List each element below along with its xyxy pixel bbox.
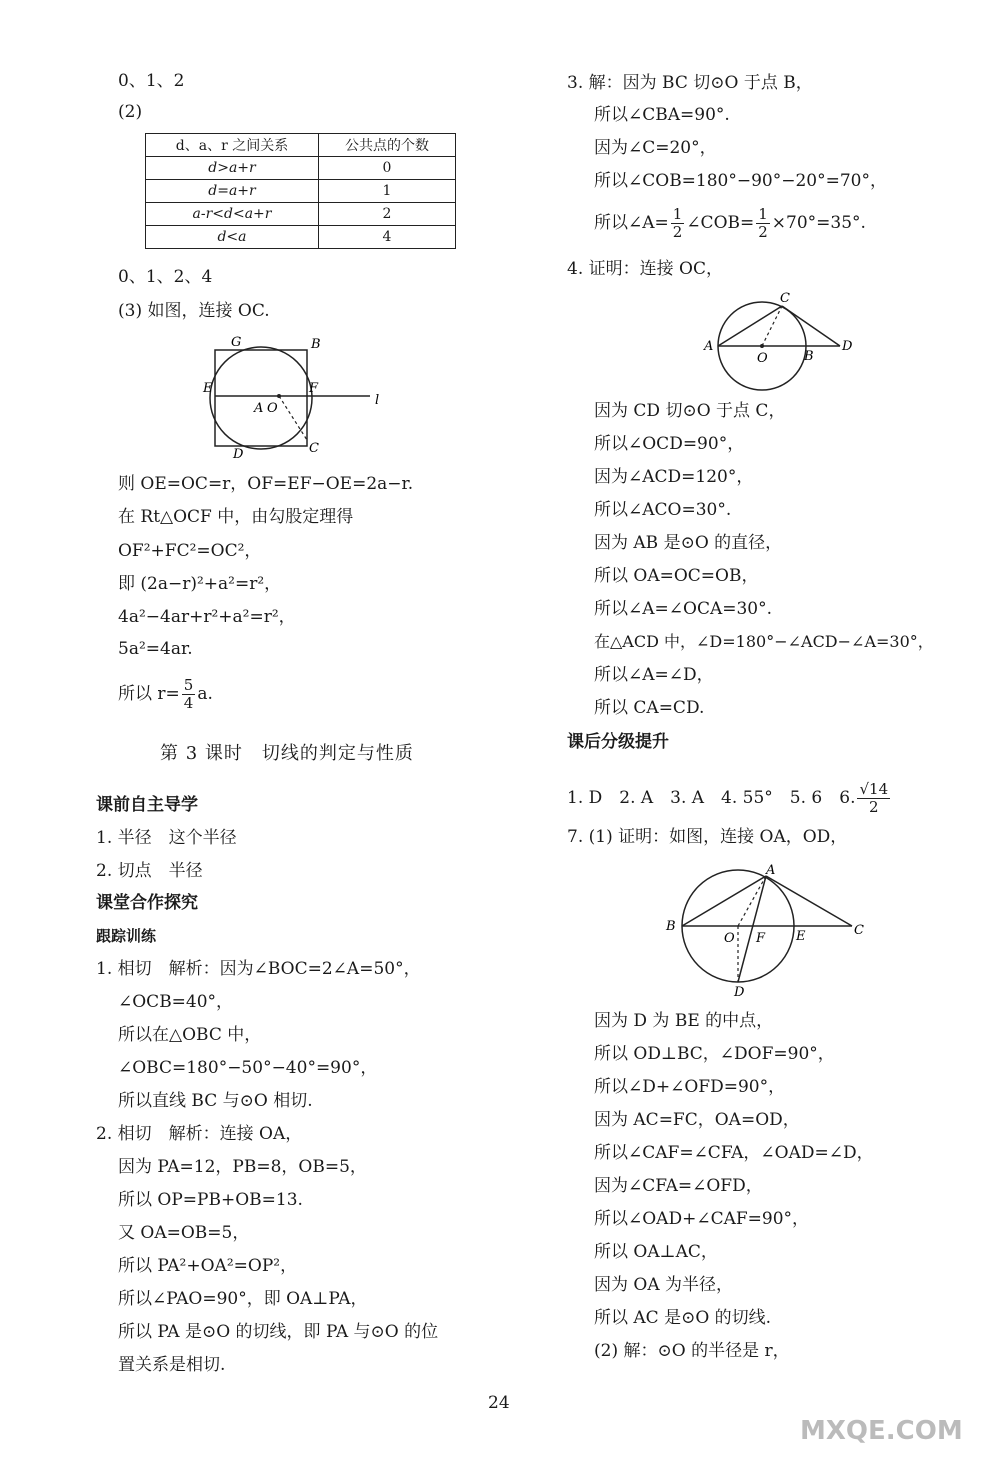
- circle-secant-figure: [660, 862, 870, 998]
- answer-line: 2. 相切 解析：连接 OA，: [96, 1124, 303, 1144]
- answer-line: 2. 切点 半径: [96, 861, 203, 881]
- label-a: A: [704, 339, 714, 354]
- fraction-denominator: 2: [869, 798, 879, 816]
- label-o: O: [724, 931, 735, 946]
- label-b: B: [666, 919, 676, 934]
- answer-line: 所以∠COB=180°−90°−20°=70°，: [594, 171, 888, 191]
- table-cell: 2: [319, 203, 456, 226]
- proof-line: 4a²−4ar+r²+a²=r²，: [118, 607, 296, 627]
- proof-line: 因为∠ACD=120°，: [594, 467, 754, 487]
- proof-line: 所以∠ACO=30°.: [594, 500, 732, 520]
- proof-line: OF²+FC²=OC²，: [118, 541, 262, 561]
- proof-line: 所以 OA=OC=OB，: [594, 566, 759, 586]
- label-o: O: [267, 401, 278, 416]
- proof-line: 所以 CA=CD.: [594, 698, 705, 718]
- proof-line: 所以 OD⊥BC，∠DOF=90°，: [594, 1044, 835, 1064]
- circle-tangent-figure: [700, 288, 860, 392]
- proof-line: 所以∠OCD=90°，: [594, 434, 745, 454]
- page-number: 24: [488, 1393, 510, 1413]
- proof-line: 因为 D 为 BE 的中点，: [594, 1011, 774, 1031]
- label-d: D: [842, 339, 853, 354]
- proof-line: 所以 AC 是⊙O 的切线.: [594, 1308, 772, 1328]
- proof-line: 因为 AC=FC，OA=OD，: [594, 1110, 800, 1130]
- line-ad: [738, 876, 766, 982]
- table-cell: d=a+r: [146, 180, 319, 203]
- answer-line: 0、1、2: [118, 71, 185, 91]
- fraction-numerator: 1: [672, 205, 683, 223]
- label-o: O: [757, 351, 768, 366]
- table-cell: a-r<d<a+r: [146, 203, 319, 226]
- proof-line: 所以∠A=∠OCA=30°.: [594, 599, 773, 619]
- text-fragment: 1. D 2. A 3. A 4. 55° 5. 6 6.: [567, 788, 856, 808]
- answer-line: (2): [118, 102, 143, 122]
- answer-line: 置关系是相切.: [118, 1355, 226, 1375]
- text-fragment: 所以 r=: [118, 684, 180, 704]
- label-g: G: [231, 335, 242, 350]
- section-title: 第 3 课时 切线的判定与性质: [160, 743, 414, 764]
- answers-line: [567, 778, 892, 818]
- answer-line: 所以 PA 是⊙O 的切线，即 PA 与⊙O 的位: [118, 1322, 439, 1342]
- proof-line: 所以∠OAD+∠CAF=90°，: [594, 1209, 810, 1229]
- fraction-denominator: 2: [672, 223, 683, 241]
- answer-line: 0、1、2、4: [118, 267, 213, 287]
- fraction: [857, 781, 890, 816]
- table-cell: 0: [319, 157, 456, 180]
- answer-line: 所以∠PAO=90°，即 OA⊥PA，: [118, 1289, 368, 1309]
- text-fragment: 所以∠A=: [594, 213, 669, 233]
- table-header: 公共点的个数: [319, 134, 456, 157]
- answer-line: 所以∠CBA=90°.: [594, 105, 730, 125]
- table-row: [146, 226, 456, 249]
- table-cell: 4: [319, 226, 456, 249]
- table-header: d、a、r 之间关系: [146, 134, 319, 157]
- center-point: [277, 394, 281, 398]
- label-a: A: [254, 401, 264, 416]
- watermark-text: MXQE.COM: [800, 1416, 963, 1446]
- answer-line: 7. (1) 证明：如图，连接 OA，OD，: [567, 827, 848, 847]
- label-e: E: [796, 929, 806, 944]
- table-header-row: [146, 134, 456, 157]
- square-circle-figure: [195, 332, 395, 462]
- label-d: D: [233, 447, 244, 462]
- label-b: B: [804, 349, 814, 364]
- answer-line: 所以直线 BC 与⊙O 相切.: [118, 1091, 313, 1111]
- proof-line: 所以 OA⊥AC，: [594, 1242, 718, 1262]
- label-d: D: [734, 985, 745, 998]
- table-row: [146, 180, 456, 203]
- answer-line: 所以在△OBC 中，: [118, 1025, 262, 1045]
- answer-line: [594, 203, 866, 243]
- line-cd: [782, 306, 840, 346]
- fraction-denominator: 4: [183, 694, 194, 712]
- section-heading: 课堂合作探究: [96, 893, 198, 913]
- circle-outline: [210, 347, 312, 449]
- answer-line: 1. 相切 解析：因为∠BOC=2∠A=50°，: [96, 959, 421, 979]
- label-c: C: [780, 291, 790, 306]
- center-point: [760, 344, 764, 348]
- answer-line: 1. 半径 这个半径: [96, 828, 237, 848]
- proof-line: [118, 674, 213, 714]
- proof-line: 所以∠D+∠OFD=90°，: [594, 1077, 786, 1097]
- proof-line: 因为∠CFA=∠OFD，: [594, 1176, 763, 1196]
- fraction-numerator: 5: [183, 676, 194, 694]
- line-ac: [766, 876, 852, 926]
- answer-line: 所以 OP=PB+OB=13.: [118, 1190, 303, 1210]
- fraction-numerator: 1: [758, 205, 768, 223]
- dashed-oc: [279, 396, 307, 440]
- section-heading: 课前自主导学: [96, 795, 198, 815]
- answer-line: ∠OCB=40°，: [118, 992, 234, 1012]
- fraction: [756, 206, 770, 241]
- section-heading: 课后分级提升: [567, 732, 669, 752]
- fraction: [182, 677, 196, 712]
- table-row: [146, 203, 456, 226]
- table-cell: d>a+r: [146, 157, 319, 180]
- proof-line: (2) 解：⊙O 的半径是 r，: [594, 1341, 790, 1361]
- table-cell: d<a: [146, 226, 319, 249]
- proof-line: 在△ACD 中，∠D=180°−∠ACD−∠A=30°，: [594, 632, 934, 651]
- square-outline: [215, 350, 307, 446]
- proof-line: 所以∠A=∠D，: [594, 665, 714, 685]
- answer-line: 3. 解：因为 BC 切⊙O 于点 B，: [567, 73, 813, 93]
- text-fragment: ∠COB=: [686, 213, 755, 233]
- sub-heading: 跟踪训练: [96, 927, 157, 945]
- answer-line: 所以 PA²+OA²=OP²，: [118, 1256, 298, 1276]
- label-f: F: [309, 381, 319, 396]
- proof-line: 因为 OA 为半径，: [594, 1275, 734, 1295]
- proof-line: 即 (2a−r)²+a²=r²，: [118, 574, 282, 594]
- fraction-numerator: √14: [859, 780, 889, 798]
- text-fragment: a.: [197, 684, 213, 704]
- answer-line: 因为∠C=20°，: [594, 138, 717, 158]
- table-row: [146, 157, 456, 180]
- label-b: B: [311, 337, 321, 352]
- table-cell: 1: [319, 180, 456, 203]
- answer-line: 因为 PA=12，PB=8，OB=5，: [118, 1157, 367, 1177]
- label-l: l: [375, 393, 380, 408]
- label-a: A: [766, 863, 776, 878]
- label-c: C: [309, 441, 319, 456]
- proof-line: 因为 CD 切⊙O 于点 C，: [594, 401, 786, 421]
- answer-line: 4. 证明：连接 OC，: [567, 259, 723, 279]
- answer-line: ∠OBC=180°−50°−40°=90°，: [118, 1058, 378, 1078]
- proof-line: 所以∠CAF=∠CFA，∠OAD=∠D，: [594, 1143, 874, 1163]
- line-ac: [718, 306, 782, 346]
- text-fragment: ×70°=35°.: [771, 213, 866, 233]
- fraction: [671, 206, 685, 241]
- relation-table: [145, 133, 456, 249]
- answer-line: 又 OA=OB=5，: [118, 1223, 250, 1243]
- proof-line: 5a²=4ar.: [118, 639, 193, 659]
- fraction-denominator: 2: [758, 223, 768, 241]
- proof-line: 在 Rt△OCF 中，由勾股定理得: [118, 507, 354, 527]
- label-c: C: [854, 923, 864, 938]
- proof-line: 因为 AB 是⊙O 的直径，: [594, 533, 783, 553]
- line-ba: [682, 876, 766, 926]
- proof-line: 则 OE=OC=r，OF=EF−OE=2a−r.: [118, 474, 414, 494]
- label-e: E: [203, 381, 213, 396]
- label-f: F: [756, 931, 766, 946]
- answer-line: (3) 如图，连接 OC.: [118, 301, 270, 321]
